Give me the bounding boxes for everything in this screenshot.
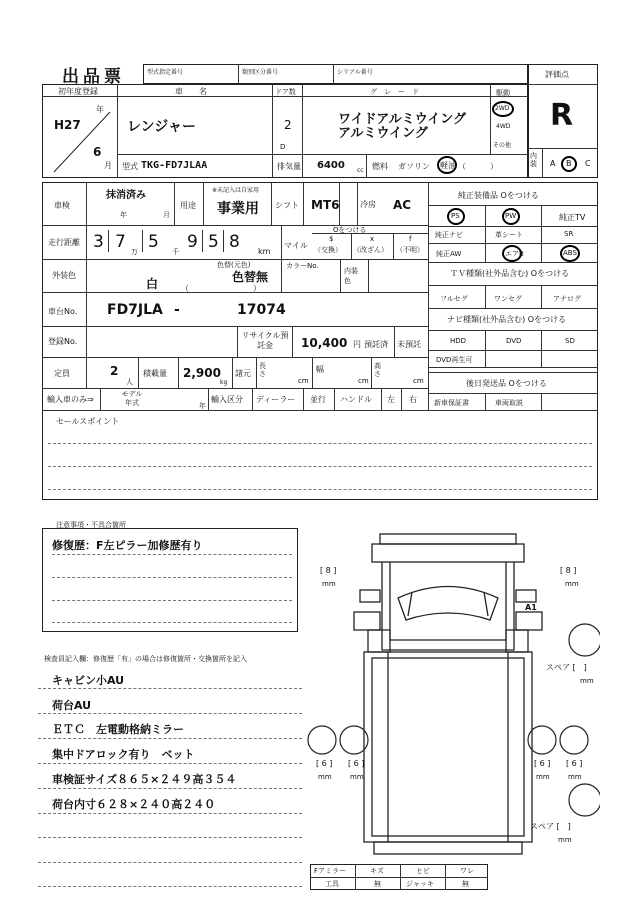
aircon-value: AC (393, 198, 412, 212)
interior-label: 内装 (530, 152, 537, 168)
bottom-header-2: キズ (370, 867, 384, 875)
page-title: 出品票 (62, 67, 125, 87)
mileage-digit-6: 8 (229, 232, 240, 252)
tire-mid-left-b-unit: mm (350, 773, 364, 781)
recolor-paren: （ ） (181, 284, 261, 293)
exterior-color-value: 白 (146, 277, 159, 291)
tire-mid-right-a: [ 6 ] (534, 759, 551, 768)
model-year-unit: 年 (199, 402, 206, 410)
navi-dvd-play: DVD再生可 (436, 356, 473, 364)
drive-option-other: その他 (493, 142, 512, 149)
equip-leather-seat: 革シート (495, 231, 523, 239)
displacement-value: 6400 (317, 160, 345, 171)
bottom-value-1: 工具 (325, 880, 339, 888)
displacement-unit: cc (357, 167, 364, 174)
mileage-digit-1: 3 (93, 232, 104, 252)
later-manual: 車両取説 (495, 399, 523, 407)
tamper-symbol: x (370, 235, 375, 243)
first-reg-era: H27 (54, 118, 81, 132)
bottom-value-4: 無 (462, 880, 469, 888)
height-unit: cm (413, 377, 424, 385)
equip-pw: PW (505, 212, 517, 220)
mileage-label: 走行距離 (48, 238, 80, 247)
recycle-label: リサイクル預託金 (241, 331, 289, 350)
recycle-unit: 円 (353, 340, 361, 349)
grade-line2: アルミウイング (338, 126, 428, 141)
tire-front-left: [ 8 ] (320, 566, 337, 575)
exterior-color-label: 外装色 (52, 271, 76, 280)
length-unit: cm (298, 377, 309, 385)
chassis-label: 車台No. (48, 307, 78, 316)
color-no-label: カラーNo. (286, 262, 319, 270)
mileage-digit-2: 7 (115, 232, 126, 252)
tire-mid-right-b-unit: mm (568, 773, 582, 781)
repair-history: 修復歴：F左ピラー加修歴有り (52, 539, 203, 552)
unknown-symbol: f (409, 235, 412, 243)
serial-label: シリアル番号 (337, 69, 373, 76)
fuel-label: 燃料 (372, 162, 388, 171)
seats-value: 2 (110, 364, 119, 378)
bottom-header-3: ヒビ (416, 867, 430, 875)
swap-symbol: $ (329, 235, 334, 243)
equip-genuine-navi: 純正ナビ (435, 231, 463, 239)
recolor-label: 色替(元色) (217, 261, 251, 269)
mileage-sen-unit: 千 (172, 248, 179, 256)
load-value: 2,900 (183, 366, 221, 380)
drive-label: 駆動 (496, 89, 510, 97)
mileage-digit-4: 9 (187, 232, 198, 252)
navi-type-title: ナビ種類(社外品含む) Oをつける (447, 315, 567, 324)
spare-label-lower: スペア [ ] (530, 822, 571, 831)
inspector-line-3: ＥＴＣ 左電動格納ミラー (52, 723, 184, 736)
interior-option-c: C (585, 159, 591, 168)
damage-mark-a1: A1 (525, 603, 537, 612)
shift-value: MT6 (311, 198, 340, 212)
import-parallel: 並行 (310, 395, 326, 404)
equip-sr: SR (564, 230, 574, 238)
equip-airbag: エアB (505, 250, 524, 258)
genuine-equipment-title: 純正装備品 Oをつける (458, 191, 539, 200)
tire-mid-left-b: [ 6 ] (348, 759, 365, 768)
equip-ps: PS (451, 212, 460, 220)
year-unit: 年 (96, 105, 104, 114)
truck-diagram (300, 520, 600, 865)
registration-label: 登録No. (48, 337, 78, 346)
drive-option-4wd: 4WD (496, 123, 511, 130)
load-label: 積載量 (143, 369, 167, 378)
seats-label: 定員 (54, 369, 70, 378)
navi-dvd: DVD (506, 337, 522, 345)
bottom-value-2: 無 (374, 880, 381, 888)
month-value: 6 (93, 145, 102, 159)
swap-label: （交換） (314, 246, 342, 254)
bottom-header-1: Fアミラー (314, 867, 347, 875)
load-unit: kg (220, 379, 228, 386)
mileage-km-unit: km (258, 247, 271, 256)
dims-label: 諸元 (235, 369, 251, 378)
tamper-label: （改ざん） (353, 246, 388, 254)
later-shipment-title: 後日発送品 Oをつける (466, 379, 547, 388)
navi-hdd: HDD (450, 337, 467, 345)
vehicle-name: レンジャー (127, 119, 197, 135)
doors-label: ドア数 (275, 88, 296, 96)
notes-title: 注意事項・不具合箇所 (56, 521, 126, 529)
shaken-value: 抹消済み (106, 190, 146, 201)
shaken-year-unit: 年 (120, 211, 127, 219)
recycle-not-deposited: 未預託 (397, 340, 421, 349)
spare-label-upper: スペア [ ] (546, 663, 587, 672)
fuel-diesel: 軽油 (440, 161, 456, 170)
bottom-value-3: ジャッキ (406, 880, 434, 888)
usage-value: 事業用 (217, 201, 259, 217)
rating-value: R (550, 98, 574, 133)
recycle-deposited: 預託済 (364, 340, 388, 349)
handle-label: ハンドル (340, 395, 372, 404)
tv-fullseg: フルセグ (440, 295, 468, 303)
chassis-number: 17074 (237, 302, 286, 318)
usage-note: ※未記入は自家用 (212, 187, 260, 194)
mile-label: マイル (284, 241, 308, 250)
rating-label: 評価点 (545, 70, 569, 79)
tire-front-right: [ 8 ] (560, 566, 577, 575)
displacement-label: 排気量 (277, 162, 301, 171)
sales-point-label: セールスポイント (56, 417, 120, 426)
mileage-man-unit: 万 (131, 248, 138, 256)
fuel-paren: （ ） (458, 162, 498, 171)
tv-oneseg: ワンセグ (494, 295, 522, 303)
shaken-month-unit: 月 (163, 211, 170, 219)
mileage-digit-5: 5 (208, 232, 219, 252)
equip-genuine-aw: 純正AW (436, 250, 462, 258)
name-label: 車 名 (175, 87, 207, 96)
tire-front-left-unit: mm (322, 580, 336, 588)
import-type-label: 輸入区分 (211, 395, 243, 404)
inspector-line-5: 車検証サイズ８６５×２４９高３５４ (52, 773, 237, 786)
height-label: 高さ (374, 362, 381, 378)
inspector-line-6: 荷台内寸６２８×２４０高２４０ (52, 798, 216, 811)
tv-type-title: ＴＶ種類(社外品含む) Oをつける (450, 269, 570, 278)
mileage-circle-note: Oをつける (333, 226, 367, 234)
inspector-line-1: キャビン小AU (52, 674, 125, 687)
width-unit: cm (358, 377, 369, 385)
doors-unit: D (280, 143, 286, 151)
spare-upper-unit: mm (580, 677, 594, 685)
shift-label: シフト (275, 201, 299, 210)
aircon-label: 冷房 (360, 200, 376, 209)
interior-color-label: 内装色 (344, 267, 358, 285)
length-label: 長さ (259, 362, 266, 378)
model-value: TKG-FD7JLAA (141, 160, 208, 171)
category-label: 類別区分番号 (242, 69, 279, 76)
inspector-title: 検査員記入欄：修復歴「有」の場合は修復箇所・交換箇所を記入 (44, 655, 247, 663)
handle-left: 左 (387, 395, 395, 404)
chassis-dash: - (174, 302, 180, 318)
mileage-digit-3: 5 (148, 232, 159, 252)
recolor-value: 色替無 (232, 270, 269, 284)
tire-mid-right-a-unit: mm (536, 773, 550, 781)
doors-value: 2 (284, 118, 292, 132)
fuel-gasoline: ガソリン (398, 162, 430, 171)
inspector-line-2: 荷台AU (52, 699, 92, 712)
tire-mid-right-b: [ 6 ] (566, 759, 583, 768)
date-slash (50, 110, 112, 174)
tv-analog: アナログ (553, 295, 581, 303)
import-label: 輸入車のみ⇒ (47, 395, 94, 404)
tire-mid-left-a-unit: mm (318, 773, 332, 781)
header-band (143, 64, 528, 84)
later-warranty: 新車保証書 (434, 399, 469, 407)
equip-genuine-tv: 純正TV (559, 213, 586, 222)
tire-front-right-unit: mm (565, 580, 579, 588)
month-unit: 月 (104, 161, 112, 170)
grade-label: グ レ ー ド (370, 88, 419, 96)
import-dealer: ディーラー (256, 395, 296, 404)
unknown-label: （不明） (396, 246, 424, 254)
width-label: 幅 (316, 365, 324, 374)
chassis-prefix: FD7JLA (107, 302, 163, 318)
recycle-value: 10,400 (301, 336, 348, 350)
usage-label: 用途 (180, 201, 196, 210)
interior-option-a: A (550, 159, 556, 168)
seats-unit: 人 (126, 378, 133, 386)
model-year-label: モデル年式 (121, 390, 143, 407)
bottom-header-4: ワレ (460, 867, 474, 875)
tire-mid-left-a: [ 6 ] (316, 759, 333, 768)
type-approval-label: 型式指定番号 (147, 69, 184, 76)
grade-line1: ワイドアルミウイング (338, 112, 467, 127)
equip-abs: ABS (563, 249, 577, 257)
drive-option-2wd: 2WD (495, 105, 510, 112)
shaken-label: 車検 (54, 201, 70, 210)
spare-lower-unit: mm (558, 836, 572, 844)
handle-right: 右 (409, 395, 417, 404)
interior-option-b: B (566, 159, 572, 168)
model-label: 型式 (122, 162, 138, 171)
navi-sd: SD (565, 337, 575, 345)
first-reg-label: 初年度登録 (58, 87, 98, 96)
inspector-line-4: 集中ドアロック有り ベット (52, 748, 195, 761)
